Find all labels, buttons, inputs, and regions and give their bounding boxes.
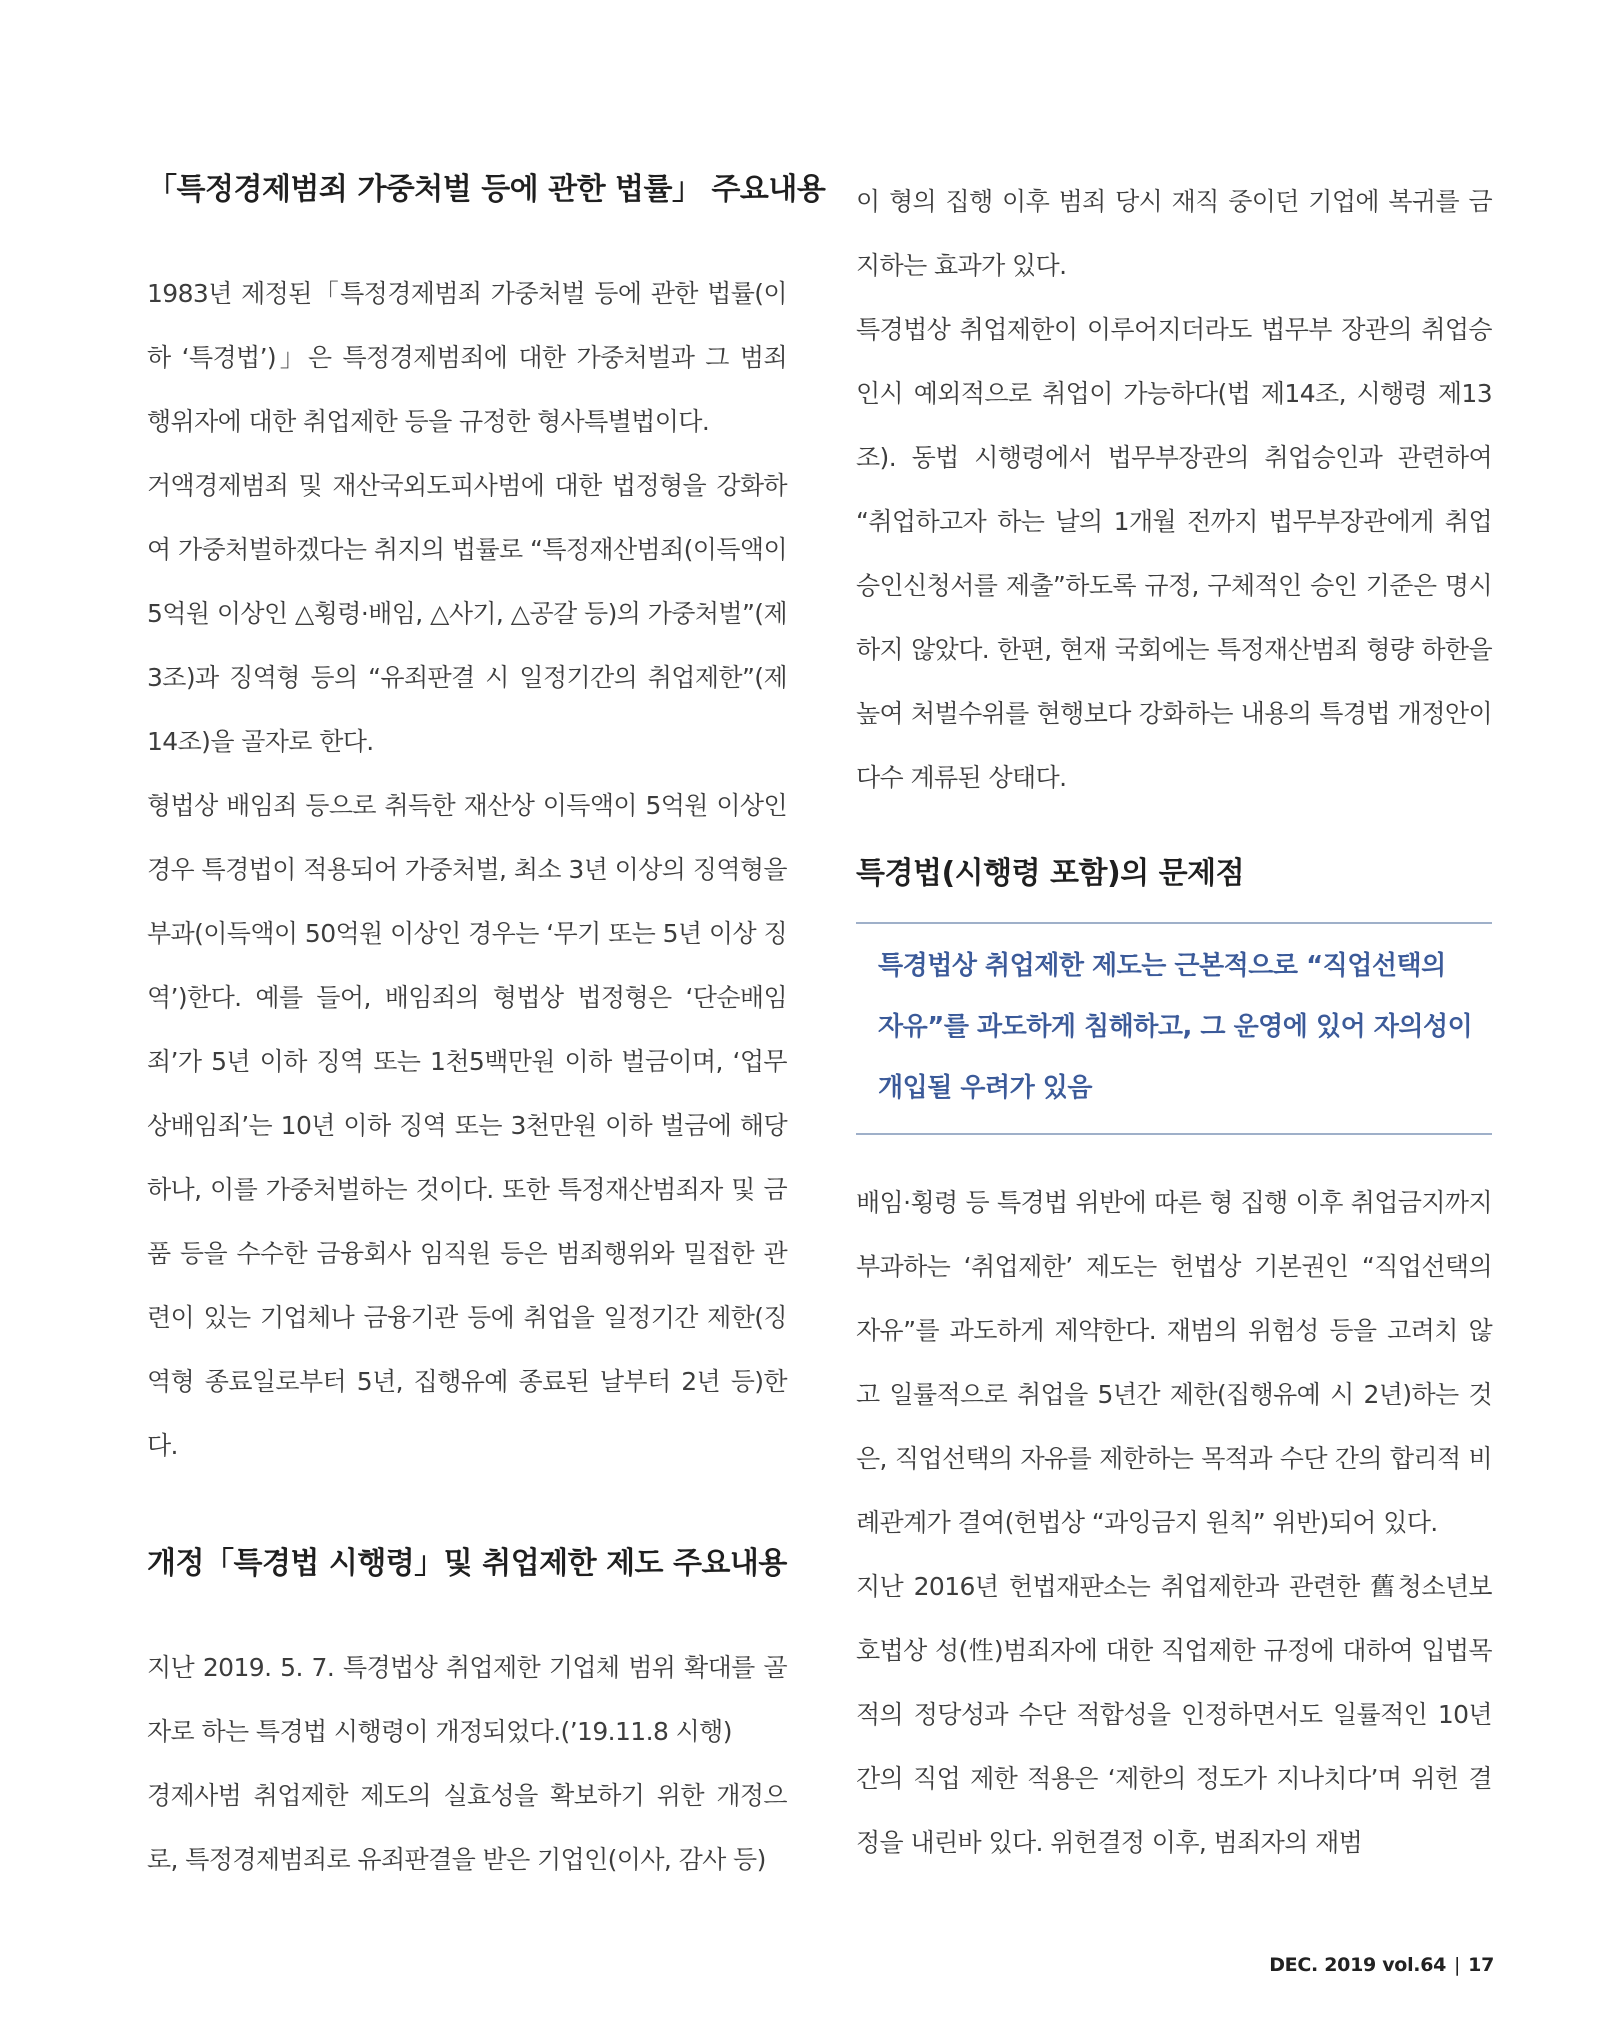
section2-paragraph-1: 지난 2019. 5. 7. 특경법상 취업제한 기업체 범위 확대를 골자로 하는 특경법 시행령이 개정되었다.(’19.11.8 시행) <box>147 1653 787 1746</box>
section2-paragraph-2: 경제사범 취업제한 제도의 실효성을 확보하기 위한 개정으로, 특정경제범죄로 유죄판결을 받은 기업인(이사, 감사 등) <box>147 1781 787 1874</box>
page-footer <box>1269 1954 1494 1976</box>
issue-label: DEC. 2019 vol.64 <box>1269 1954 1447 1976</box>
section1-paragraph-2: 거액경제범죄 및 재산국외도피사범에 대한 법정형을 강화하여 가중처벌하겠다는 취지의 법률로 “특정재산범죄(이득액이 5억원 이상인 △횡령·배임, △사기, △공갈 등)의 가중처벌”(제3조)과 징역형 등의 “유죄판결 시 일정기간의 취업제한”(제14조)을 골자로 한다. <box>147 471 787 756</box>
section3-heading: 특경법(시행령 포함)의 문제점 <box>856 856 1245 891</box>
callout-text: 특경법상 취업제한 제도는 근본적으로 “직업선택의 자유”를 과도하게 침해하고, 그 운영에 있어 자의성이 개입될 우려가 있음 <box>878 951 1473 1103</box>
continuation-paragraph-2: 특경법상 취업제한이 이루어지더라도 법무부 장관의 취업승인시 예외적으로 취업이 가능하다(법 제14조, 시행령 제13조). 동법 시행령에서 법무부장관의 취업승인과 관련하여 “취업하고자 하는 날의 1개월 전까지 법무부장관에게 취업승인신청서를 제출”하도록 규정, 구체적인 승인 기준은 명시하지 않았다. 한편, 현재 국회에는 특정재산범죄 형량 하한을 높여 처벌수위를 현행보다 강화하는 내용의 특경법 개정안이 다수 계류된 상태다. <box>856 315 1492 792</box>
section1-paragraph-3: 형법상 배임죄 등으로 취득한 재산상 이득액이 5억원 이상인 경우 특경법이 적용되어 가중처벌, 최소 3년 이상의 징역형을 부과(이득액이 50억원 이상인 경우는 ‘무기 또는 5년 이상 징역’)한다. 예를 들어, 배임죄의 형법상 법정형은 ‘단순배임죄’가 5년 이하 징역 또는 1천5백만원 이하 벌금이며, ‘업무상배임죄’는 10년 이하 징역 또는 3천만원 이하 벌금에 해당하나, 이를 가중처벌하는 것이다. 또한 특정재산범죄자 및 금품 등을 수수한 금융회사 임직원 등은 범죄행위와 밀접한 관련이 있는 기업체나 금융기관 등에 취업을 일정기간 제한(징역형 종료일로부터 5년, 집행유예 종료된 날부터 2년 등)한다. <box>147 791 787 1460</box>
section1-heading: 「특정경제범죄 가중처벌 등에 관한 법률」 주요내용 <box>147 172 826 207</box>
section1-paragraph-1: 1983년 제정된「특정경제범죄 가중처벌 등에 관한 법률(이하 ‘특경법’)」은 특정경제범죄에 대한 가중처벌과 그 범죄 행위자에 대한 취업제한 등을 규정한 형사특별법이다. <box>147 279 787 436</box>
section3-paragraph-1: 배임·횡령 등 특경법 위반에 따른 형 집행 이후 취업금지까지 부과하는 ‘취업제한’ 제도는 헌법상 기본권인 “직업선택의 자유”를 과도하게 제약한다. 재범의 위험성 등을 고려치 않고 일률적으로 취업을 5년간 제한(집행유예 시 2년)하는 것은, 직업선택의 자유를 제한하는 목적과 수단 간의 합리적 비례관계가 결여(헌법상 “과잉금지 원칙” 위반)되어 있다. <box>856 1188 1492 1537</box>
footer-separator: | <box>1454 1954 1461 1976</box>
right-column <box>856 170 1492 1875</box>
continuation-paragraph-1: 이 형의 집행 이후 범죄 당시 재직 중이던 기업에 복귀를 금지하는 효과가 있다. <box>856 187 1492 280</box>
section2-heading: 개정「특경법 시행령」및 취업제한 제도 주요내용 <box>147 1546 787 1581</box>
page-number: 17 <box>1468 1954 1494 1976</box>
section3-paragraph-2: 지난 2016년 헌법재판소는 취업제한과 관련한 舊청소년보호법상 성(性)범죄자에 대한 직업제한 규정에 대하여 입법목적의 정당성과 수단 적합성을 인정하면서도 일률적인 10년 간의 직업 제한 적용은 ‘제한의 정도가 지나치다’며 위헌 결정을 내린바 있다. 위헌결정 이후, 범죄자의 재범 <box>856 1572 1492 1857</box>
left-column <box>147 170 826 1892</box>
callout-box <box>856 922 1492 1135</box>
